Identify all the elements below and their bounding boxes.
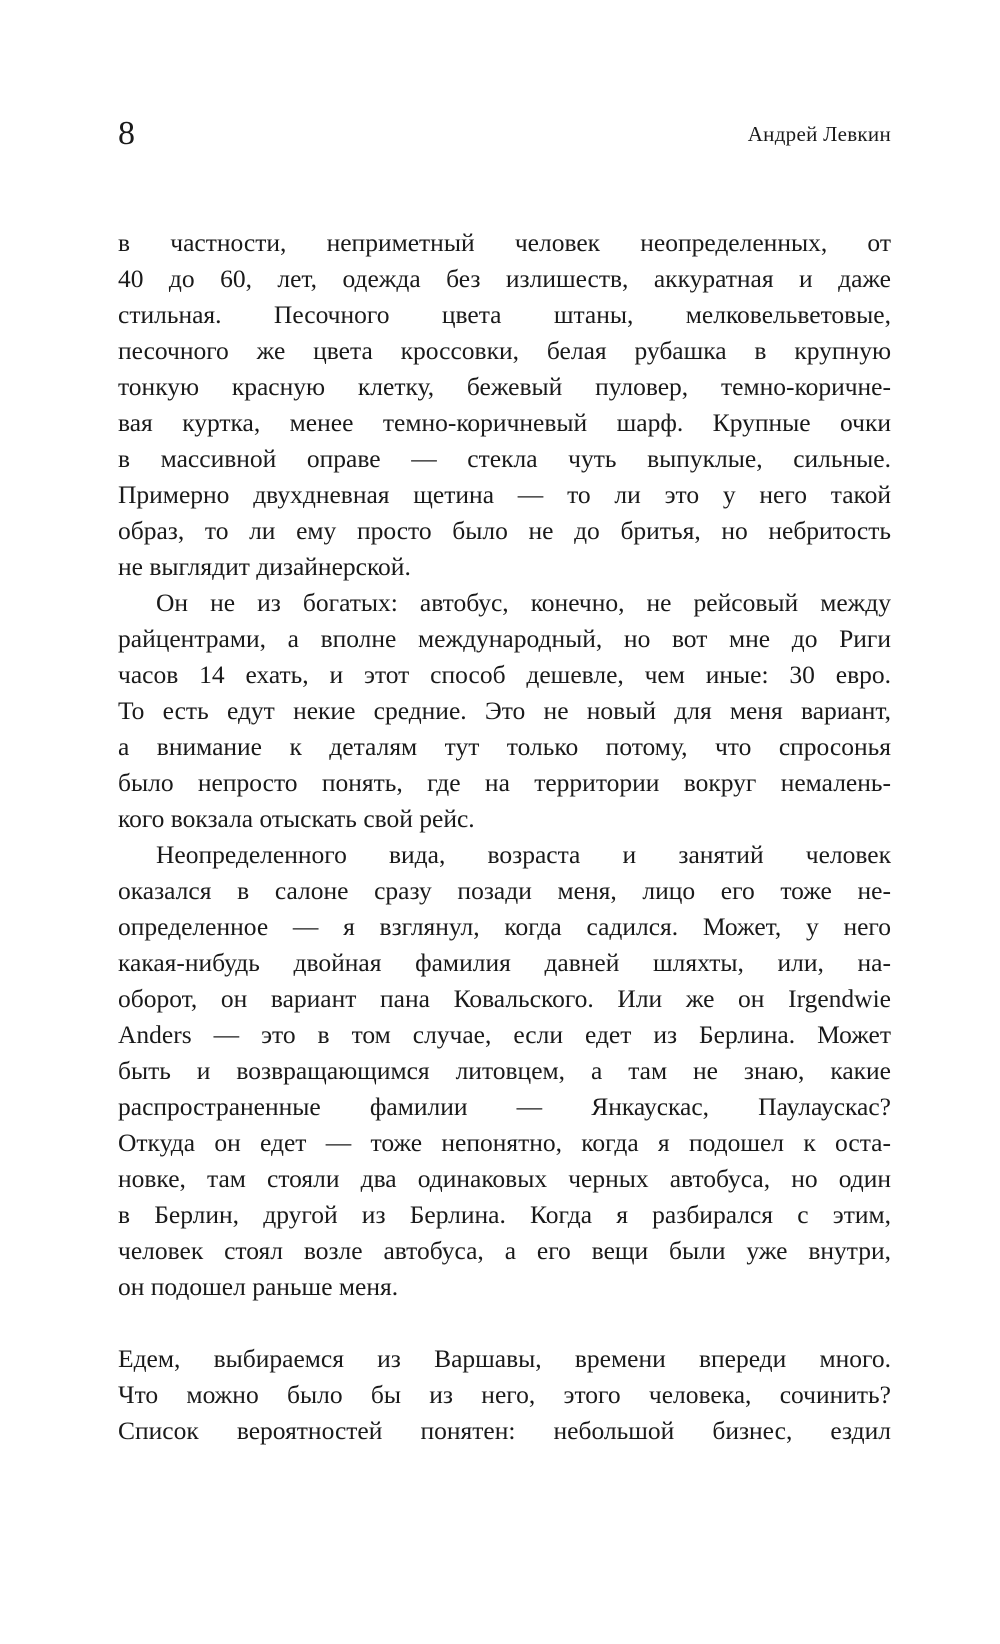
text-line: было непросто понять, где на территории вокруг немалень- — [118, 768, 891, 797]
text-line: Неопределенного вида, возраста и занятий человек — [156, 840, 891, 869]
page-header — [118, 112, 891, 162]
text-line: в массивной оправе — стекла чуть выпуклые, сильные. — [118, 444, 891, 473]
text-line: образ, то ли ему просто было не до бритья, но небритость — [118, 516, 891, 545]
text-line: человек стоял возле автобуса, а его вещи были уже внутри, — [118, 1236, 891, 1265]
text-line: какая-нибудь двойная фамилия давней шляхты, или, на- — [118, 948, 891, 977]
paragraph — [118, 585, 891, 837]
text-line: быть и возвращающимся литовцем, а там не знаю, какие — [118, 1056, 891, 1085]
text-line: Что можно было бы из него, этого человека, сочинить? — [118, 1380, 891, 1409]
text-line: То есть едут некие средние. Это не новый для меня вариант, — [118, 696, 891, 725]
text-line: в Берлин, другой из Берлина. Когда я разбирался с этим, — [118, 1200, 891, 1229]
text-line: не выглядит дизайнерской. — [118, 552, 411, 581]
text-line: Anders — это в том случае, если едет из Берлина. Может — [118, 1020, 891, 1049]
paragraph — [118, 225, 891, 585]
text-line: райцентрами, а вполне международный, но вот мне до Риги — [118, 624, 891, 653]
running-head-author: Андрей Левкин — [747, 122, 891, 146]
text-line: часов 14 ехать, и этот способ дешевле, чем иные: 30 евро. — [118, 660, 891, 689]
text-line: вая куртка, менее темно-коричневый шарф. Крупные очки — [118, 408, 891, 437]
text-line: Примерно двухдневная щетина — то ли это у него такой — [118, 480, 891, 509]
text-line: он подошел раньше меня. — [118, 1272, 399, 1301]
text-line: оборот, он вариант пана Ковальского. Или же он Irgendwie — [118, 984, 891, 1013]
text-line: кого вокзала отыскать свой рейс. — [118, 804, 475, 833]
text-line: стильная. Песочного цвета штаны, мелковельветовые, — [118, 300, 891, 329]
section-break — [118, 1305, 891, 1341]
text-line: Он не из богатых: автобус, конечно, не рейсовый между — [156, 588, 891, 617]
text-line: определенное — я взглянул, когда садился. Может, у него — [118, 912, 891, 941]
page-number: 8 — [118, 115, 135, 152]
text-line: оказался в салоне сразу позади меня, лицо его тоже не- — [118, 876, 891, 905]
body-text — [118, 225, 891, 1449]
text-line: а внимание к деталям тут только потому, что спросонья — [118, 732, 891, 761]
text-line: распространенные фамилии — Янкаускас, Паулаускас? — [118, 1092, 891, 1121]
paragraph — [118, 1341, 891, 1449]
text-line: тонкую красную клетку, бежевый пуловер, темно-коричне- — [118, 372, 891, 401]
text-line: 40 до 60, лет, одежда без излишеств, аккуратная и даже — [118, 264, 891, 293]
text-line: Едем, выбираемся из Варшавы, времени впереди много. — [118, 1344, 891, 1373]
text-line: в частности, неприметный человек неопределенных, от — [118, 228, 891, 257]
text-line: Список вероятностей понятен: небольшой бизнес, ездил — [118, 1416, 891, 1445]
text-line: новке, там стояли два одинаковых черных автобуса, но один — [118, 1164, 891, 1193]
text-line: песочного же цвета кроссовки, белая рубашка в крупную — [118, 336, 891, 365]
text-line: Откуда он едет — тоже непонятно, когда я подошел к оста- — [118, 1128, 891, 1157]
paragraph — [118, 837, 891, 1305]
